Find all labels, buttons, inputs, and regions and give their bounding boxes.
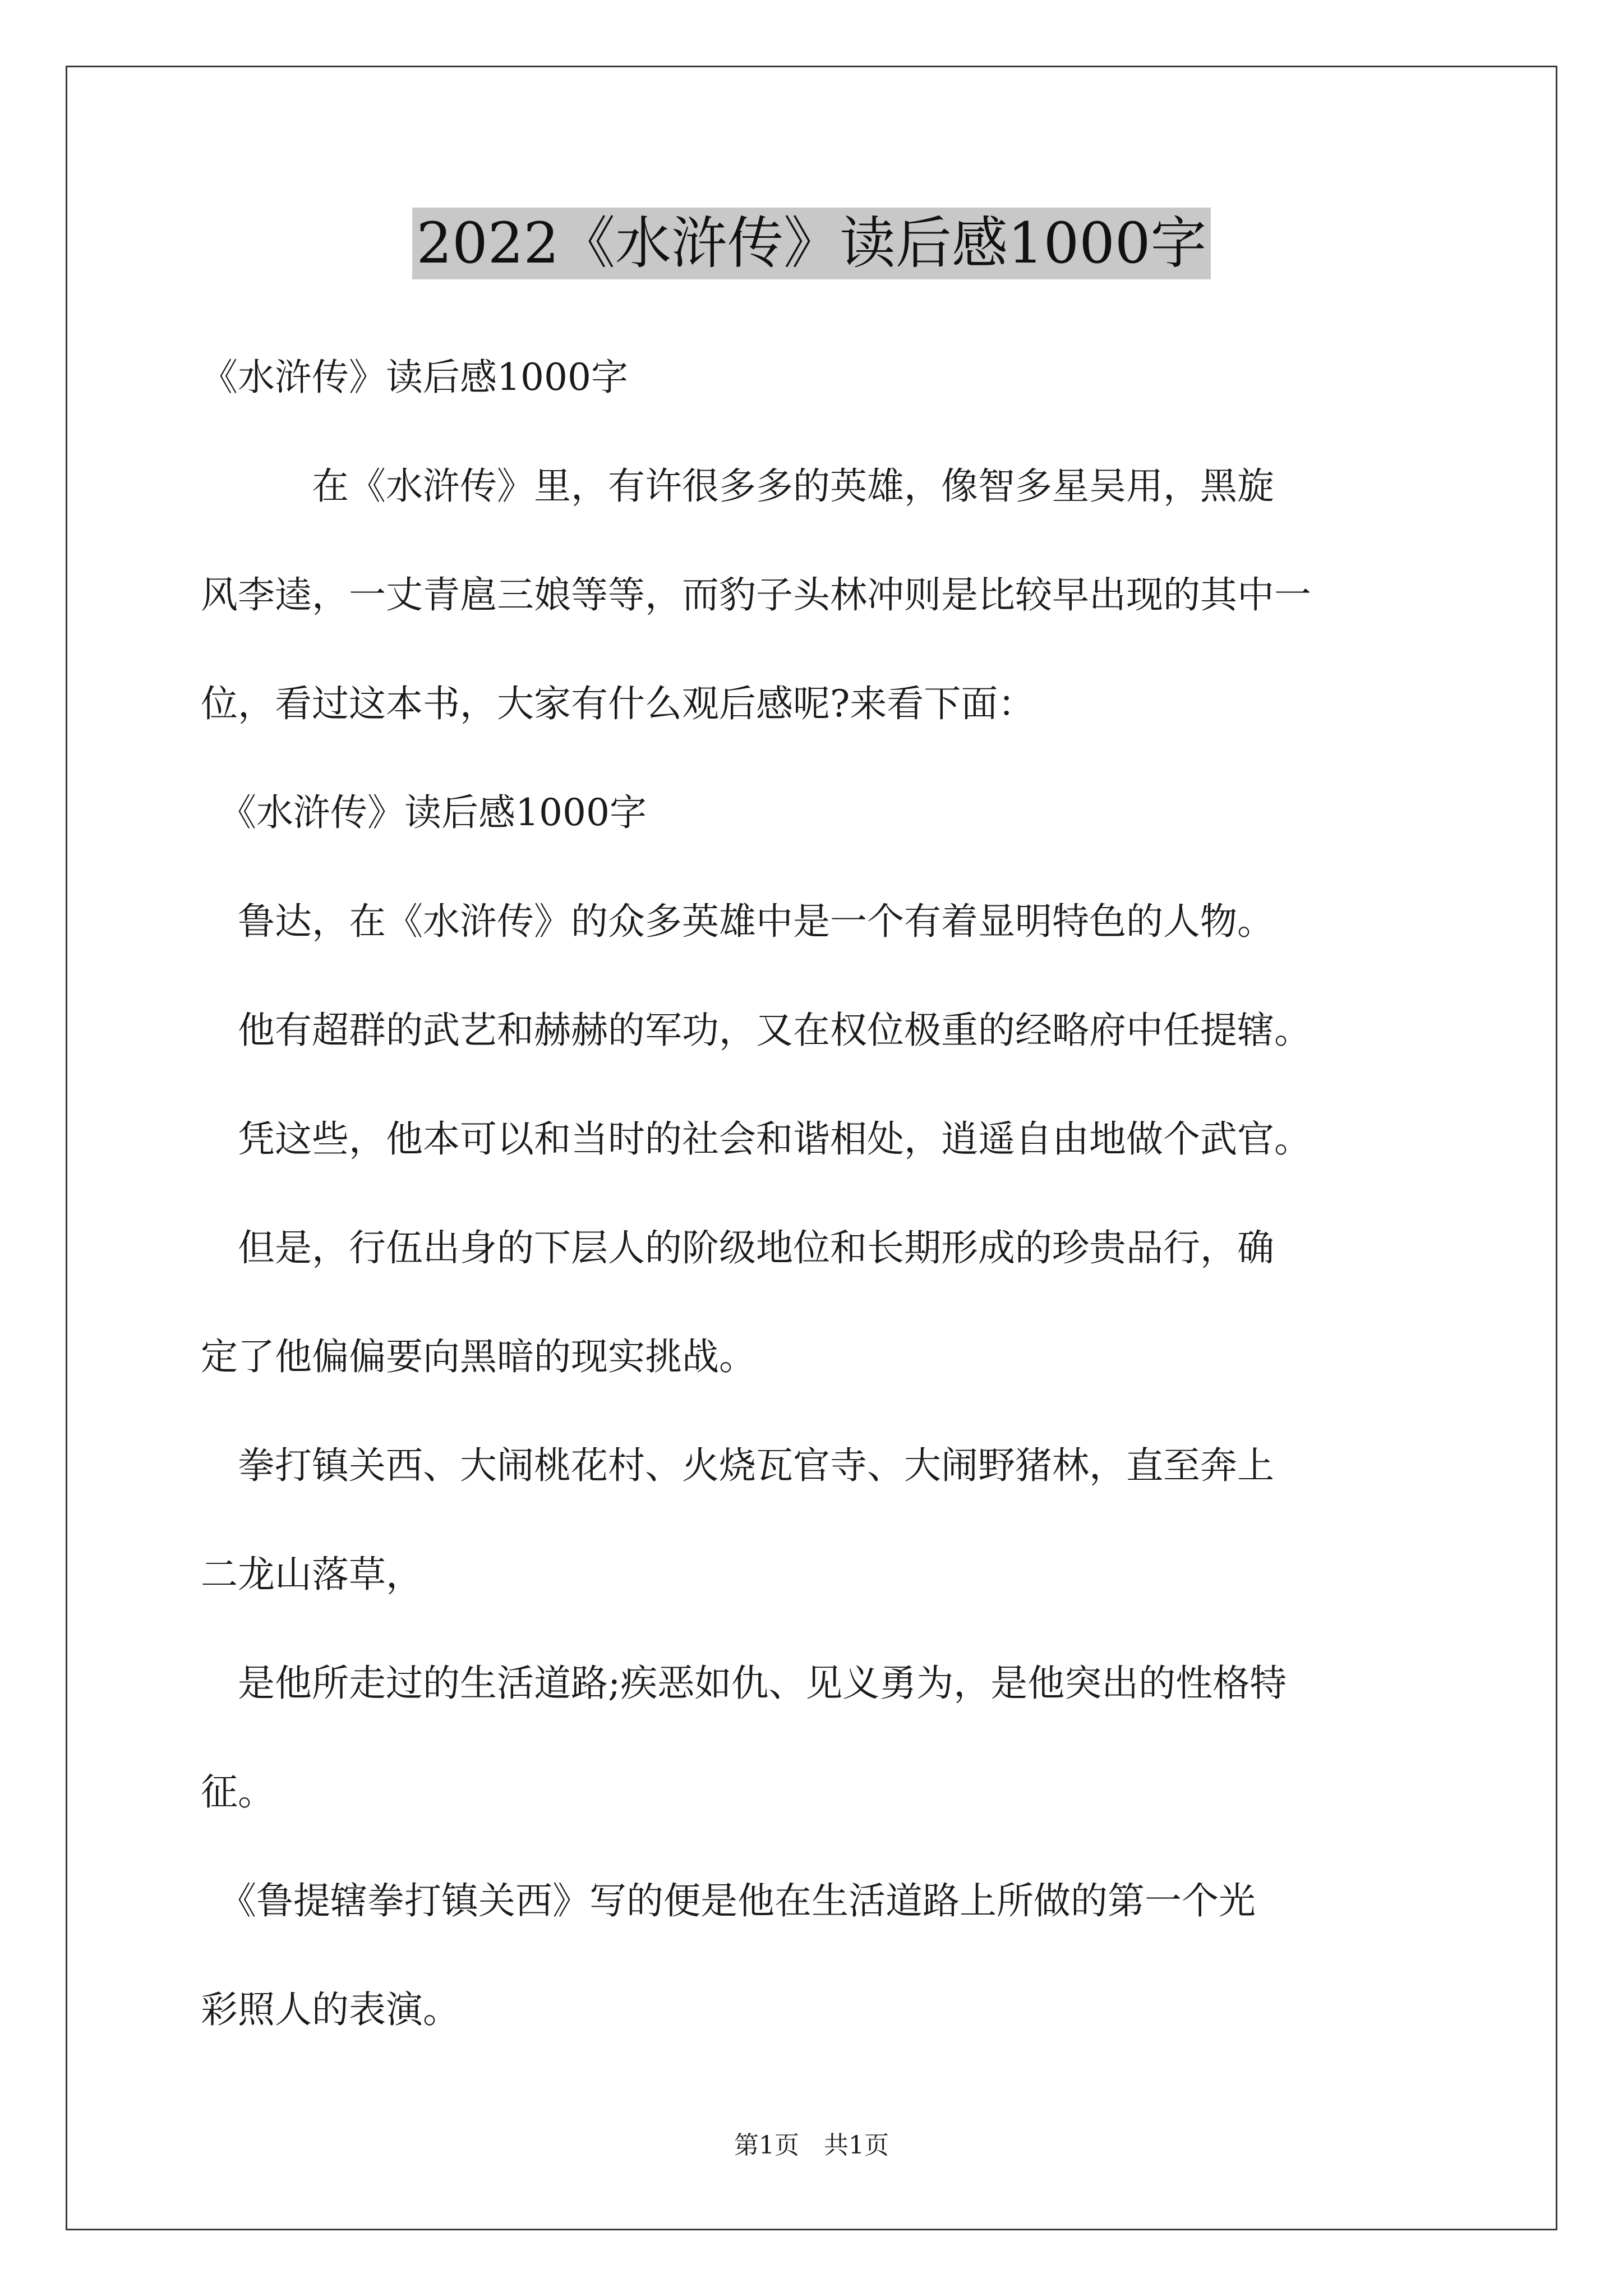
text-line: 但是，行伍出身的下层人的阶级地位和长期形成的珍贵品行，确 [201, 1226, 1274, 1269]
text-line: 拳打镇关西、大闹桃花村、火烧瓦官寺、大闹野猪林，直至奔上 [201, 1444, 1274, 1487]
text-line: 风李逵，一丈青扈三娘等等，而豹子头林冲则是比较早出现的其中一 [201, 573, 1311, 616]
text-line: 位，看过这本书，大家有什么观后感呢?来看下面： [201, 682, 1035, 725]
text-line: 《水浒传》读后感1000字 [201, 791, 647, 834]
text-line: 定了他偏偏要向黑暗的现实挑战。 [201, 1335, 756, 1378]
text-line: 二龙山落草， [201, 1553, 423, 1596]
document-title: 2022《水浒传》读后感1000字 [412, 208, 1211, 279]
text-line: 鲁达，在《水浒传》的众多英雄中是一个有着显明特色的人物。 [201, 900, 1274, 943]
title-wrap [0, 208, 1623, 279]
text-line: 是他所走过的生活道路;疾恶如仇、见义勇为，是他突出的性格特 [201, 1662, 1287, 1705]
text-line: 凭这些，他本可以和当时的社会和谐相处，逍遥自由地做个武官。 [201, 1117, 1311, 1161]
text-line: 他有超群的武艺和赫赫的军功，又在权位极重的经略府中任提辖。 [201, 1009, 1311, 1052]
text-line: 《鲁提辖拳打镇关西》写的便是他在生活道路上所做的第一个光 [201, 1879, 1256, 1922]
text-line: 彩照人的表演。 [201, 1988, 460, 2031]
text-line: 征。 [201, 1770, 275, 1814]
page-footer: 第1页 共1页 [734, 2131, 889, 2160]
text-line: 《水浒传》读后感1000字 [201, 356, 628, 399]
text-line: 在《水浒传》里，有许很多多的英雄，像智多星吴用，黑旋 [201, 464, 1274, 508]
